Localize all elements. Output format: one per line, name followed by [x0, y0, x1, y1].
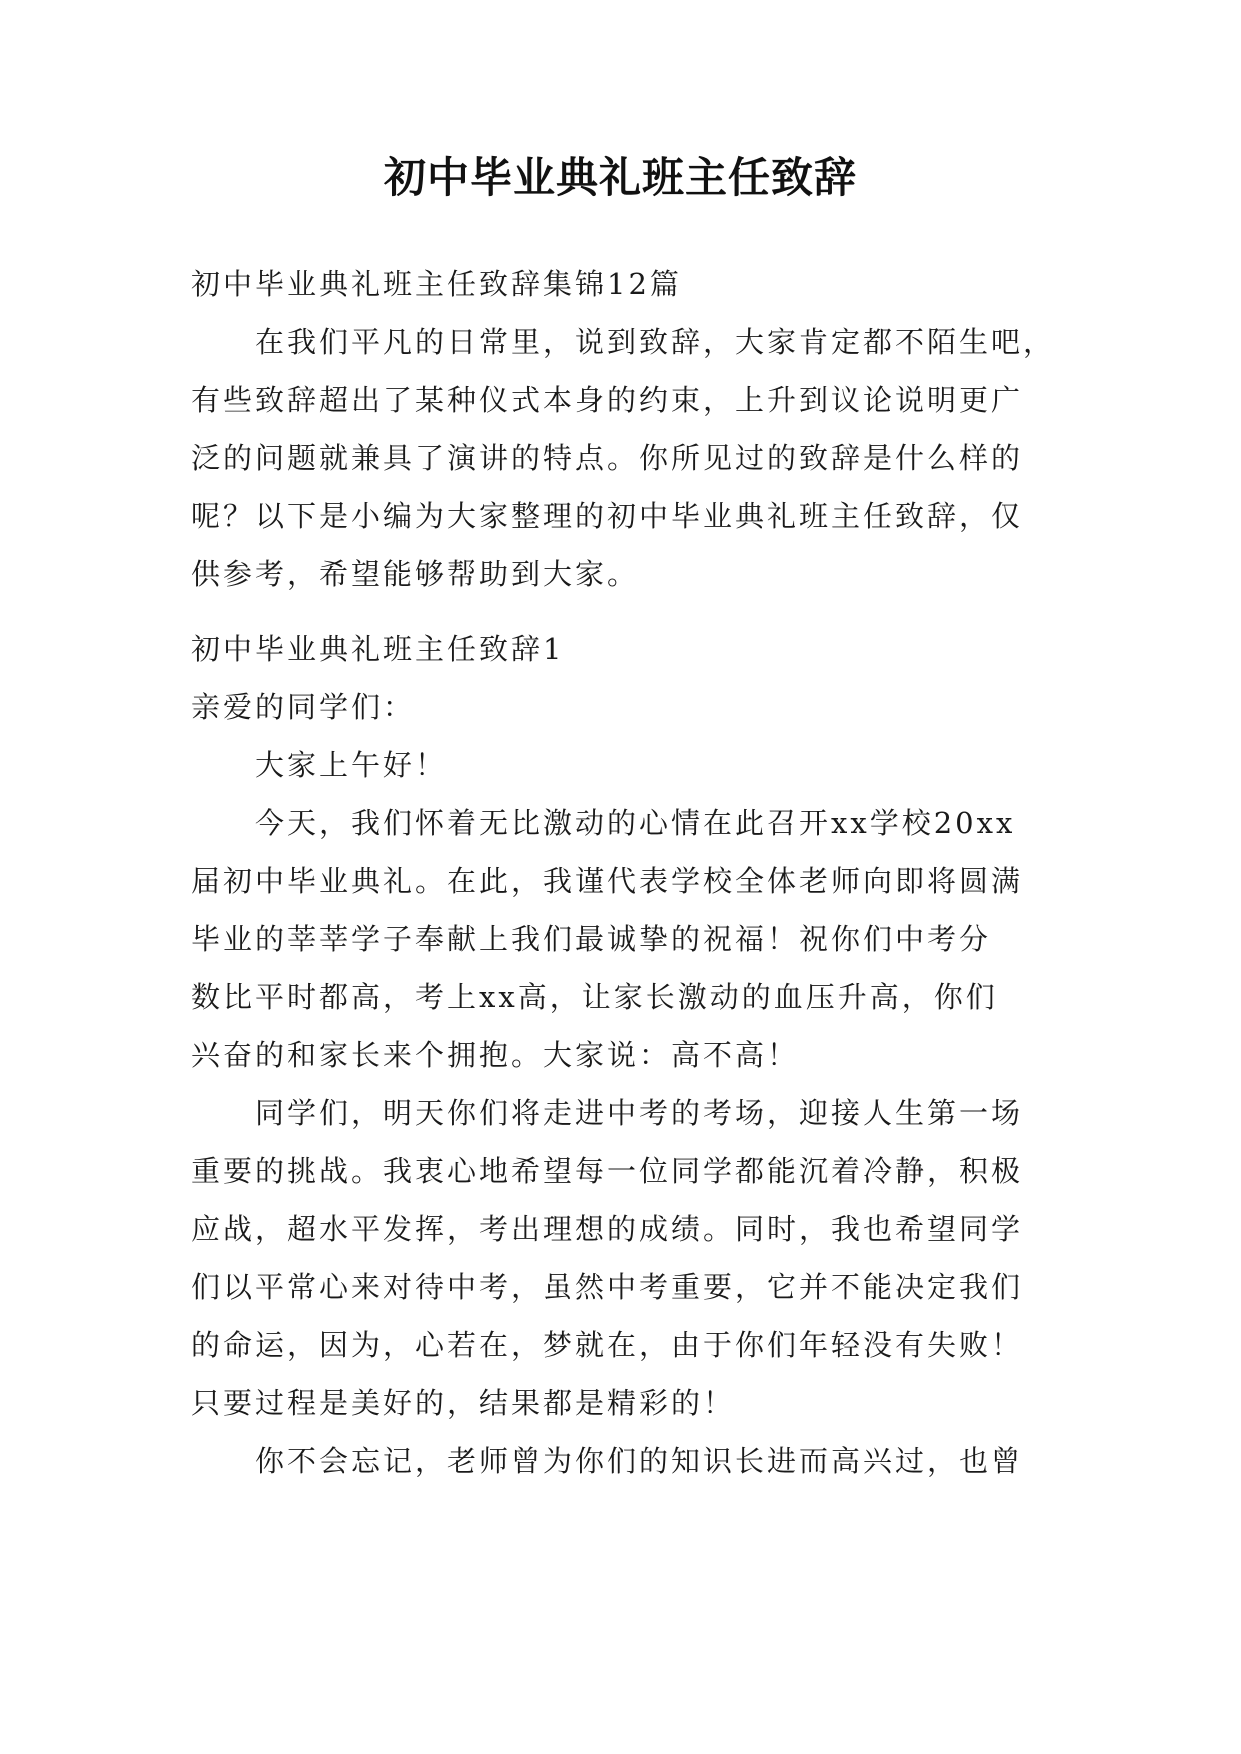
salutation: 亲爱的同学们： — [191, 690, 416, 724]
paragraph-line: 届初中毕业典礼。在此，我谨代表学校全体老师向即将圆满 — [191, 864, 1024, 898]
section-heading: 初中毕业典礼班主任致辞1 — [191, 632, 565, 666]
greeting: 大家上午好！ — [255, 748, 448, 782]
paragraph-line: 同学们，明天你们将走进中考的考场，迎接人生第一场 — [255, 1096, 1024, 1130]
intro-line: 供参考，希望能够帮助到大家。 — [191, 557, 640, 591]
paragraph-line: 重要的挑战。我衷心地希望每一位同学都能沉着冷静，积极 — [191, 1154, 1024, 1188]
intro-line: 有些致辞超出了某种仪式本身的约束，上升到议论说明更广 — [191, 383, 1024, 417]
intro-line: 呢？以下是小编为大家整理的初中毕业典礼班主任致辞，仅 — [191, 499, 1024, 533]
intro-block — [191, 255, 1059, 603]
document-title: 初中毕业典礼班主任致辞 — [383, 153, 857, 202]
paragraph-line: 的命运，因为，心若在，梦就在，由于你们年轻没有失败！ — [191, 1328, 1024, 1362]
paragraph-line: 今天，我们怀着无比激动的心情在此召开xx学校20xx — [255, 806, 1016, 840]
paragraph-line: 只要过程是美好的，结果都是精彩的！ — [191, 1386, 736, 1420]
paragraph-line: 数比平时都高，考上xx高，让家长激动的血压升高，你们 — [191, 980, 998, 1014]
paragraph-line: 应战，超水平发挥，考出理想的成绩。同时，我也希望同学 — [191, 1212, 1024, 1246]
intro-line: 在我们平凡的日常里，说到致辞，大家肯定都不陌生吧， — [255, 325, 1056, 359]
intro-line: 泛的问题就兼具了演讲的特点。你所见过的致辞是什么样的 — [191, 441, 1024, 475]
paragraph-line: 你不会忘记，老师曾为你们的知识长进而高兴过，也曾 — [255, 1444, 1024, 1478]
paragraph-line: 兴奋的和家长来个拥抱。大家说：高不高！ — [191, 1038, 800, 1072]
paragraph-line: 们以平常心来对待中考，虽然中考重要，它并不能决定我们 — [191, 1270, 1024, 1304]
paragraph-line: 毕业的莘莘学子奉献上我们最诚挚的祝福！祝你们中考分 — [191, 922, 992, 956]
collection-heading: 初中毕业典礼班主任致辞集锦12篇 — [191, 267, 682, 301]
speech-block — [191, 620, 1059, 1490]
